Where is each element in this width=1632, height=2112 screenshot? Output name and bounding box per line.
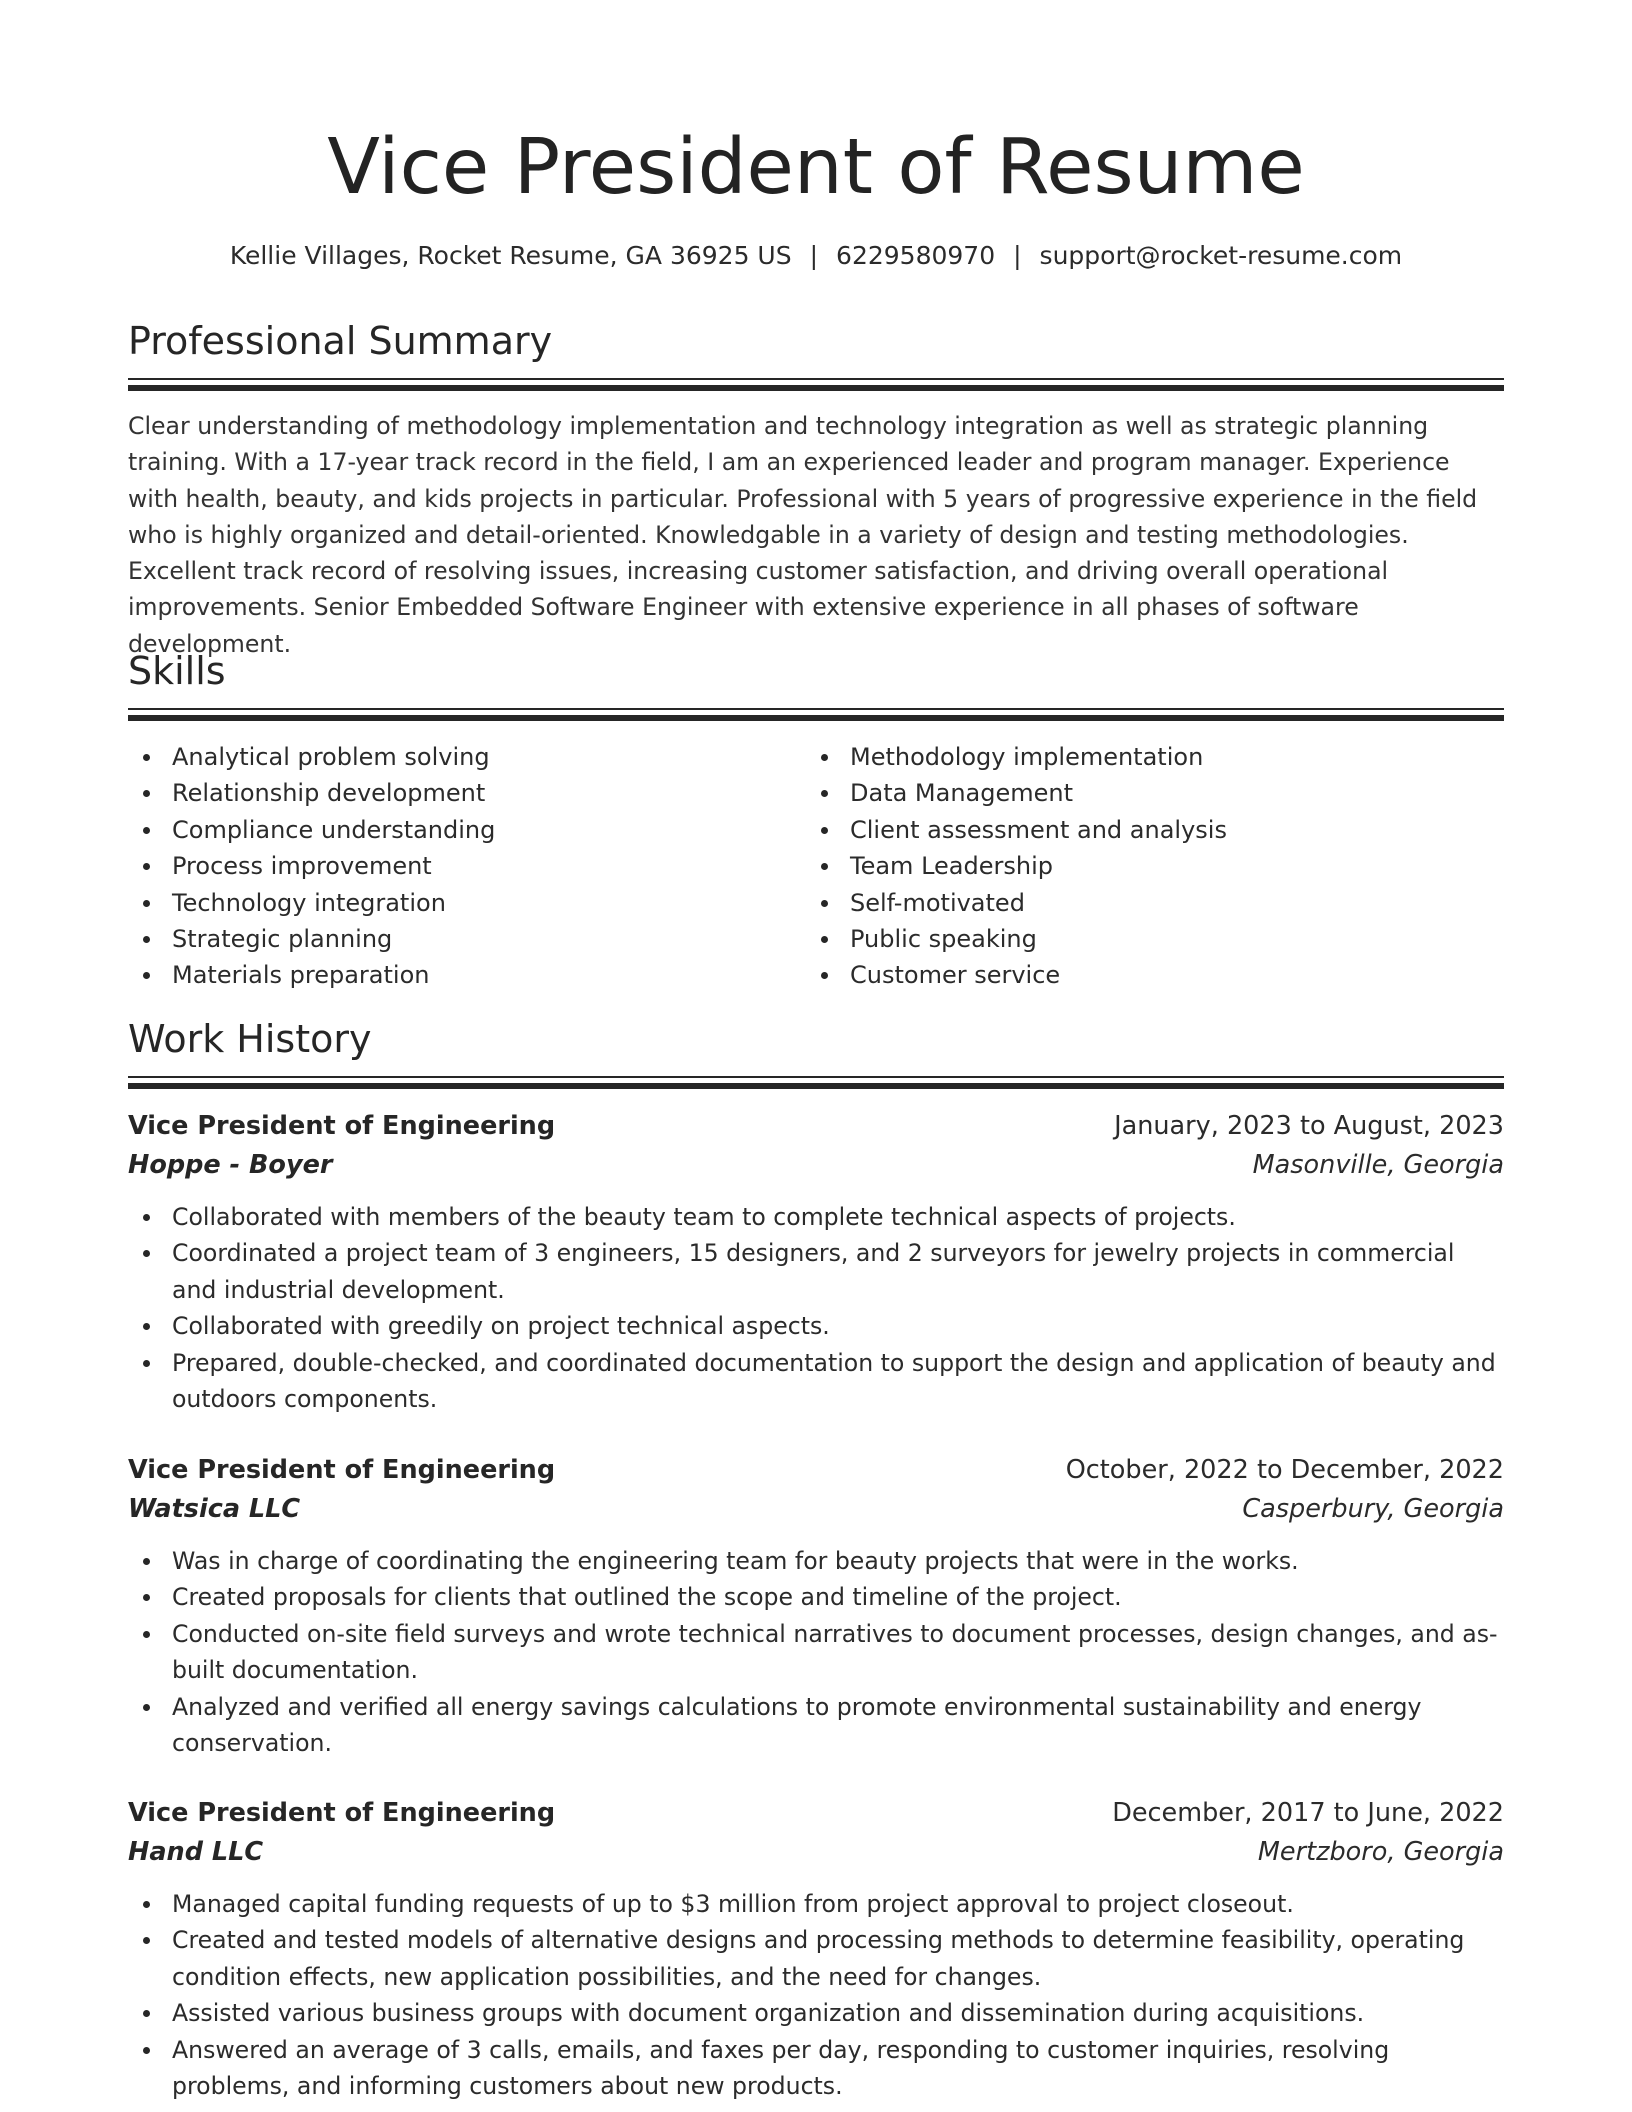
skill-item: Compliance understanding [172,812,806,848]
job-duty-item: Collaborated with greedily on project technical aspects. [172,1308,1504,1344]
skill-item: Relationship development [172,775,806,811]
contact-address: Kellie Villages, Rocket Resume, GA 36925 US [229,241,792,270]
job-duty-item: Created and tested models of alternative designs and processing methods to determine feasibility, operating condition effects, new application possibilities, and the need for changes. [172,1922,1504,1995]
contact-email: support@rocket-resume.com [1039,241,1403,270]
job-duty-item: Prepared, double-checked, and coordinated documentation to support the design and application of beauty and outdoors components. [172,1345,1504,1418]
job-dates: December, 2017 to June, 2022 [1112,1798,1504,1828]
job-entry [128,1106,1504,1417]
job-duty-item: Created proposals for clients that outlined the scope and timeline of the project. [172,1579,1504,1615]
section-heading-skills: Skills [128,649,226,693]
contact-separator: | [1013,241,1022,270]
job-company: Hoppe - Boyer [128,1150,333,1180]
skills-column-left [128,739,806,994]
skill-item: Public speaking [850,921,1227,957]
skill-item: Technology integration [172,885,806,921]
skill-item: Self-motivated [850,885,1227,921]
section-heading-summary: Professional Summary [128,319,553,363]
job-title: Vice President of Engineering [128,1455,556,1485]
section-divider [128,1076,1504,1089]
skill-item: Methodology implementation [850,739,1227,775]
job-duty-item: Analyzed and verified all energy savings calculations to promote environmental sustainability and energy conservation. [172,1689,1504,1762]
summary-text: Clear understanding of methodology implementation and technology integration as well as strategic planning training. With a 17-year track record in the field, I am an experienced leader and program manager. Experience with health, beauty, and kids projects in particular. Professional with 5 years of progressive experience in the field who is highly organized and detail-oriented. Knowledgable in a variety of design and testing methodologies. Excellent track record of resolving issues, increasing customer satisfaction, and driving overall operational improvements. Senior Embedded Software Engineer with extensive experience in all phases of software development. [128,412,1478,658]
job-duty-item: Collaborated with members of the beauty team to complete technical aspects of projects. [172,1199,1504,1235]
section-divider [128,378,1504,391]
contact-phone: 6229580970 [836,241,996,270]
skill-item: Data Management [850,775,1227,811]
job-company: Hand LLC [128,1837,264,1867]
job-duties [128,1199,1504,1417]
skill-item: Client assessment and analysis [850,812,1227,848]
job-location: Mertzboro, Georgia [1257,1837,1504,1867]
skill-item: Customer service [850,957,1227,993]
contact-separator: | [809,241,819,270]
job-company: Watsica LLC [128,1494,301,1524]
job-duty-item: Managed capital funding requests of up to $3 million from project approval to project closeout. [172,1886,1504,1922]
job-location: Masonville, Georgia [1252,1150,1504,1180]
job-entry [128,1793,1504,2104]
job-dates: October, 2022 to December, 2022 [1065,1455,1504,1485]
contact-line [0,238,1632,274]
skill-item: Analytical problem solving [172,739,806,775]
section-heading-work-history: Work History [128,1017,372,1061]
skills-list [128,739,1504,994]
job-duty-item: Answered an average of 3 calls, emails, and faxes per day, responding to customer inquiries, resolving problems, and informing customers about new products. [172,2032,1504,2105]
skill-item: Team Leadership [850,848,1227,884]
job-duties [128,1886,1504,2104]
job-duty-item: Coordinated a project team of 3 engineers, 15 designers, and 2 surveyors for jewelry projects in commercial and industrial development. [172,1235,1504,1308]
job-location: Casperbury, Georgia [1242,1494,1504,1524]
resume-title: Vice President of Resume [327,123,1305,212]
skills-column-right [806,739,1227,994]
job-duty-item: Was in charge of coordinating the engineering team for beauty projects that were in the works. [172,1543,1504,1579]
skill-item: Strategic planning [172,921,806,957]
job-dates: January, 2023 to August, 2023 [1114,1111,1504,1141]
skill-item: Materials preparation [172,957,806,993]
job-duty-item: Conducted on-site field surveys and wrote technical narratives to document processes, design changes, and as-built documentation. [172,1616,1504,1689]
skill-item: Process improvement [172,848,806,884]
job-title: Vice President of Engineering [128,1798,556,1828]
job-entry [128,1450,1504,1761]
section-divider [128,708,1504,721]
job-duties [128,1543,1504,1761]
job-title: Vice President of Engineering [128,1111,556,1141]
job-duty-item: Assisted various business groups with document organization and dissemination during acquisitions. [172,1995,1504,2031]
